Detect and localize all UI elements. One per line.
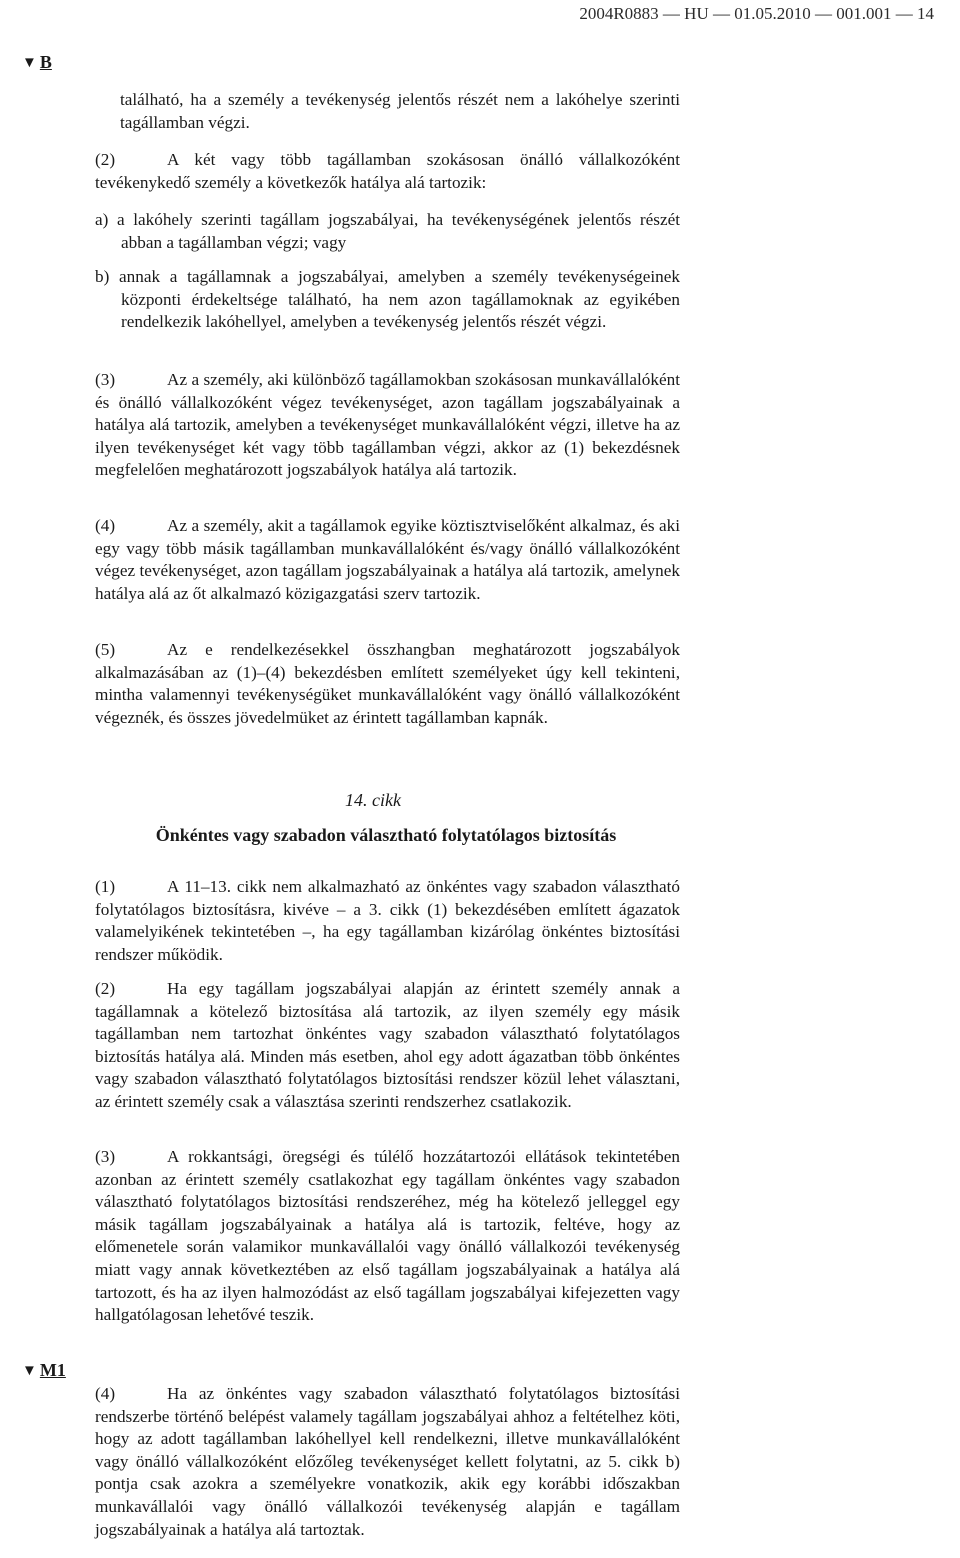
paragraph-number: (3) [95,370,116,389]
triangle-down-icon: ▼ [22,1363,37,1379]
paragraph-text: található, ha a személy a tevékenység jelentős részét nem a lakóhelye szerinti tagállamban végzi. [120,90,680,132]
document-header: 2004R0883 — HU — 01.05.2010 — 001.001 — 14 [579,4,934,23]
art13-paragraph-4 [95,515,680,605]
amendment-marker-m1 [22,1360,66,1381]
paragraph-text: Az a személy, akit a tagállamok egyike köztisztviselőként alkalmaz, és aki egy vagy több másik tagállamban munkavállalóként és/vagy önálló vállalkozóként végez tevékenységet, azon tagállam jogszabályainak a hatálya alá tartozik, amelynek hatálya alá az őt alkalmazó közigazgatási szerv tartozik. [95,516,680,603]
paragraph-text: A két vagy több tagállamban szokásosan önálló vállalkozóként tevékenykedő személy a következők hatálya alá tartozik: [95,150,680,192]
paragraph-text: Ha az önkéntes vagy szabadon választható folytatólagos biztosítási rendszerbe történő belépést valamely tagállam jogszabályai ahhoz a feltételhez köti, hogy az adott tagállamban lakóhellyel kell rendelkezni, illetve munkavállalóként vagy önálló vállalkozóként előzőleg tevékenységet kellett folytatni, az 5. cikk b) pontja csak azokra a személyekre vonatkozik, akik egy korábbi időszakban munkavállalói vagy önálló vállalkozói tevékenység alapján e tagállam jogszabályainak a hatálya alá tartoztak. [95,1384,680,1539]
art13-paragraph-2 [95,149,680,194]
triangle-down-icon: ▼ [22,55,37,71]
art13-point-a [95,209,680,254]
art13-point-b [95,266,680,334]
art13-paragraph-3 [95,369,680,482]
art13-paragraph-5 [95,639,680,729]
article-title: Önkéntes vagy szabadon választható folytatólagos biztosítás [155,825,617,845]
art14-paragraph-3 [95,1146,680,1327]
paragraph-text: A 11–13. cikk nem alkalmazható az önkéntes vagy szabadon választható folytatólagos biztosításra, kivéve – a 3. cikk (1) bekezdésében említett ágazatok valamelyikének tekintetében –, ha egy tagállamban kizárólag önkéntes biztosítási rendszer működik. [95,877,680,964]
art14-paragraph-1 [95,876,680,966]
art13-p1-tail [120,89,680,134]
paragraph-number: (4) [95,516,116,535]
paragraph-text: Az e rendelkezésekkel összhangban meghatározott jogszabályok alkalmazásában az (1)–(4) bekezdésben említett személyeket úgy kell tekinteni, mintha valamennyi tevékenységüket munkavállalóként vagy önálló vállalkozóként végeznék, és összes jövedelmüket az érintett tagállamban kapnák. [95,640,680,727]
paragraph-number: (2) [95,979,116,998]
paragraph-number: (5) [95,640,116,659]
paragraph-number: (2) [95,150,116,169]
art14-paragraph-4 [95,1383,680,1541]
marker-code: M1 [39,1360,66,1380]
art14-paragraph-2 [95,978,680,1114]
paragraph-text: Ha egy tagállam jogszabályai alapján az érintett személy annak a tagállamnak a kötelező biztosítása alá tartozik, az ilyen személy egy másik tagállamban nem tartozhat önkéntes vagy szabadon választható folytatólagos biztosítás hatálya alá. Minden más esetben, ahol egy adott ágazatban több önkéntes vagy szabadon választható folytatólagos biztosítási rendszer közül lehet választani, az érintett személy csak a választása szerinti rendszerhez csatlakozik. [95,979,680,1111]
paragraph-number: (4) [95,1384,116,1403]
point-text: a) a lakóhely szerinti tagállam jogszabályai, ha tevékenységének jelentős részét abban a tagállamban végzi; vagy [95,210,680,252]
marker-code: B [39,52,52,72]
paragraph-text: A rokkantsági, öregségi és túlélő hozzátartozói ellátások tekintetében azonban az érintett személy csatlakozhat egy tagállam önkéntes vagy szabadon választható folytatólagos biztosítási rendszeréhez, még ha kötelező jelleggel egy másik tagállam jogszabályainak a hatálya alá is tartozik, feltéve, hogy az előmenetele során valamikor munkavállalói vagy önálló vállalkozói tevékenység miatt vagy annak következtében az első tagállam jogszabályainak a hatálya alá tartozott, és ha az ilyen halmozódást az első tagállam jogszabályai kifejezetten vagy hallgatólagosan lehetővé teszik. [95,1147,680,1325]
amendment-marker-b [22,52,52,73]
paragraph-text: Az a személy, aki különböző tagállamokban szokásosan munkavállalóként és önálló vállalkozóként végez tevékenységet, azon tagállam jogszabályainak a hatálya alá tartozik, amelyben a tevékenységet munkavállalóként végzi, illetve ha az ilyen tevékenységet két vagy több tagállamban végzi, akkor az (1) bekezdésnek megfelelően meghatározott jogszabályok hatálya alá tartozik. [95,370,680,480]
point-text: b) annak a tagállamnak a jogszabályai, amelyben a személy tevékenységeinek központi érdekeltsége található, ha nem azon tagállamoknak az egyikében rendelkezik lakóhellyel, amelyben a tevékenység jelentős részét végzi. [95,267,680,332]
paragraph-number: (1) [95,877,116,896]
paragraph-number: (3) [95,1147,116,1166]
article-number: 14. cikk [345,790,401,810]
